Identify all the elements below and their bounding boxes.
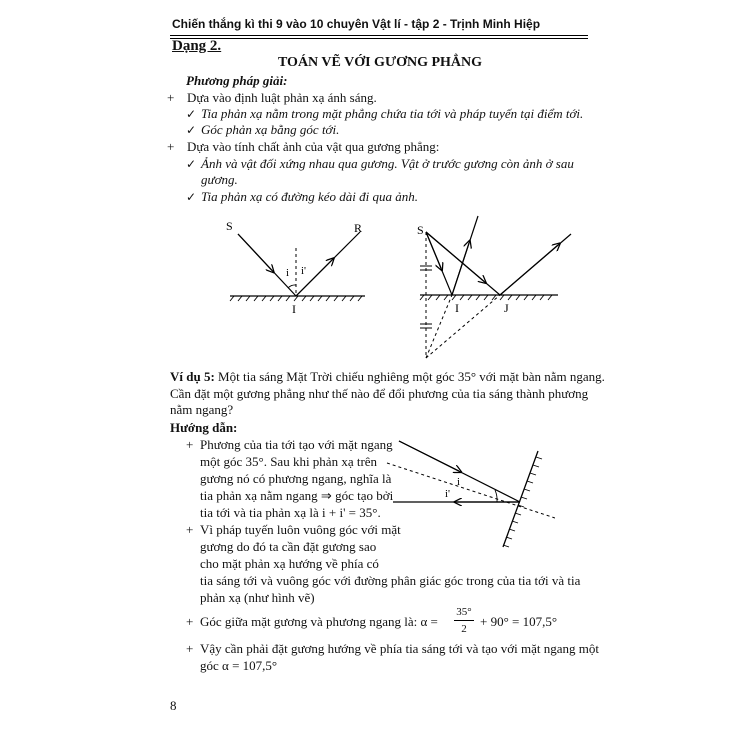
fraction-numerator: 35° bbox=[456, 606, 472, 618]
example-text: Một tia sáng Mặt Trời chiếu nghiêng một góc 35° với mặt bàn nằm ngang. bbox=[218, 369, 605, 384]
tilted-mirror-diagram bbox=[385, 435, 555, 555]
bullet-text: Dựa vào định luật phản xạ ánh sáng. bbox=[187, 90, 377, 105]
label-s: S bbox=[226, 219, 233, 233]
point-marker: + bbox=[186, 641, 194, 656]
point-line: Vì pháp tuyến luôn vuông góc với mặt bbox=[200, 522, 401, 537]
check-icon: ✓ bbox=[186, 123, 197, 137]
angle-arc bbox=[495, 490, 497, 502]
conclusion-line: Vậy cần phải đặt gương hướng về phía tia sáng tới và tạo với mặt ngang một bbox=[200, 641, 600, 656]
fraction-denominator: 2 bbox=[461, 623, 467, 635]
formula-suffix: + 90° = 107,5° bbox=[480, 614, 558, 629]
extension-line bbox=[426, 295, 452, 358]
reflected-from-j-arrow bbox=[500, 245, 558, 295]
label-j: J bbox=[504, 301, 509, 315]
point-marker: + bbox=[186, 614, 194, 629]
mirror bbox=[503, 451, 538, 547]
extension-line bbox=[426, 295, 500, 358]
label-s: S bbox=[417, 223, 424, 237]
check-item: Ảnh và vật đối xứng nhau qua gương. Vật ở trước gương còn ảnh ở sau bbox=[201, 156, 574, 171]
ray-to-i-arrow bbox=[426, 232, 441, 268]
mirror-hatching bbox=[420, 295, 552, 300]
point-marker: + bbox=[186, 522, 194, 537]
check-item: Góc phản xạ bằng góc tới. bbox=[201, 122, 340, 137]
bullet-marker: + bbox=[167, 139, 175, 154]
guide-heading: Hướng dẫn: bbox=[170, 420, 238, 435]
header-rule bbox=[170, 35, 588, 36]
header-rule-thin bbox=[170, 38, 588, 39]
label-r: R bbox=[354, 221, 363, 235]
point-line: một góc 35°. Sau khi phản xạ trên bbox=[200, 454, 378, 469]
point-line: tia tới và tia phản xạ là i + i' = 35°. bbox=[200, 505, 381, 520]
check-item: Tia phản xạ có đường kéo dài đi qua ảnh. bbox=[201, 189, 418, 204]
check-icon: ✓ bbox=[186, 190, 197, 204]
running-header: Chiến thắng kì thi 9 vào 10 chuyên Vật lí - tập 2 - Trịnh Minh Hiệp bbox=[172, 17, 541, 31]
bullet-text: Dựa vào tính chất ảnh của vật qua gương phẳng: bbox=[187, 139, 440, 154]
section-label: Dạng 2. bbox=[172, 38, 222, 54]
check-item-continuation: gương. bbox=[201, 172, 238, 187]
point-line: tia phản xạ nằm ngang ⇒ góc tạo bởi bbox=[200, 488, 394, 503]
label-i-point: I bbox=[292, 302, 296, 316]
example-line-1 bbox=[170, 369, 605, 385]
point-line: cho mặt phản xạ hướng về phía có bbox=[200, 556, 379, 571]
ray-to-j-arrow bbox=[426, 232, 484, 281]
incident-ray-arrow bbox=[238, 234, 272, 271]
example-line-2: Cần đặt một gương phẳng như thế nào để đổi phương của tia sáng thành phương bbox=[170, 386, 589, 401]
point-line: gương do đó ta cần đặt gương sao bbox=[200, 539, 377, 554]
point-marker: + bbox=[186, 437, 194, 452]
formula-prefix: Góc giữa mặt gương và phương ngang là: α = bbox=[200, 614, 438, 629]
continuation-line: phản xạ (như hình vẽ) bbox=[200, 590, 315, 605]
angle-arc bbox=[288, 285, 296, 288]
check-icon: ✓ bbox=[186, 107, 197, 121]
point-line: gương nó có phương ngang, nghĩa là bbox=[200, 471, 392, 486]
reflection-diagram bbox=[220, 212, 390, 322]
label-i-prime: i' bbox=[445, 488, 451, 500]
check-icon: ✓ bbox=[186, 157, 197, 171]
mirror-hatching bbox=[230, 296, 362, 301]
page-number: 8 bbox=[170, 698, 177, 713]
example-line-3: nằm ngang? bbox=[170, 402, 234, 417]
example-label: Ví dụ 5: bbox=[170, 369, 215, 384]
section-title: TOÁN VẼ VỚI GƯƠNG PHẲNG bbox=[277, 55, 483, 70]
reflected-from-i-arrow bbox=[452, 243, 469, 295]
bullet-marker: + bbox=[167, 90, 175, 105]
image-diagram bbox=[408, 210, 588, 370]
label-i-prime: i' bbox=[301, 265, 307, 277]
continuation-line: tia sáng tới và vuông góc với đường phân giác góc trong của tia tới và tia bbox=[200, 573, 581, 588]
incident-ray-arrow bbox=[399, 441, 459, 471]
point-line: Phương của tia tới tạo với mặt ngang bbox=[200, 437, 393, 452]
label-i-angle: i bbox=[286, 267, 290, 279]
label-i: i bbox=[457, 476, 461, 488]
method-heading: Phương pháp giải: bbox=[186, 73, 288, 88]
conclusion-line: góc α = 107,5° bbox=[200, 658, 278, 673]
check-item: Tia phản xạ nằm trong mặt phẳng chứa tia tới và pháp tuyến tại điểm tới. bbox=[201, 106, 584, 121]
label-i: I bbox=[455, 301, 459, 315]
